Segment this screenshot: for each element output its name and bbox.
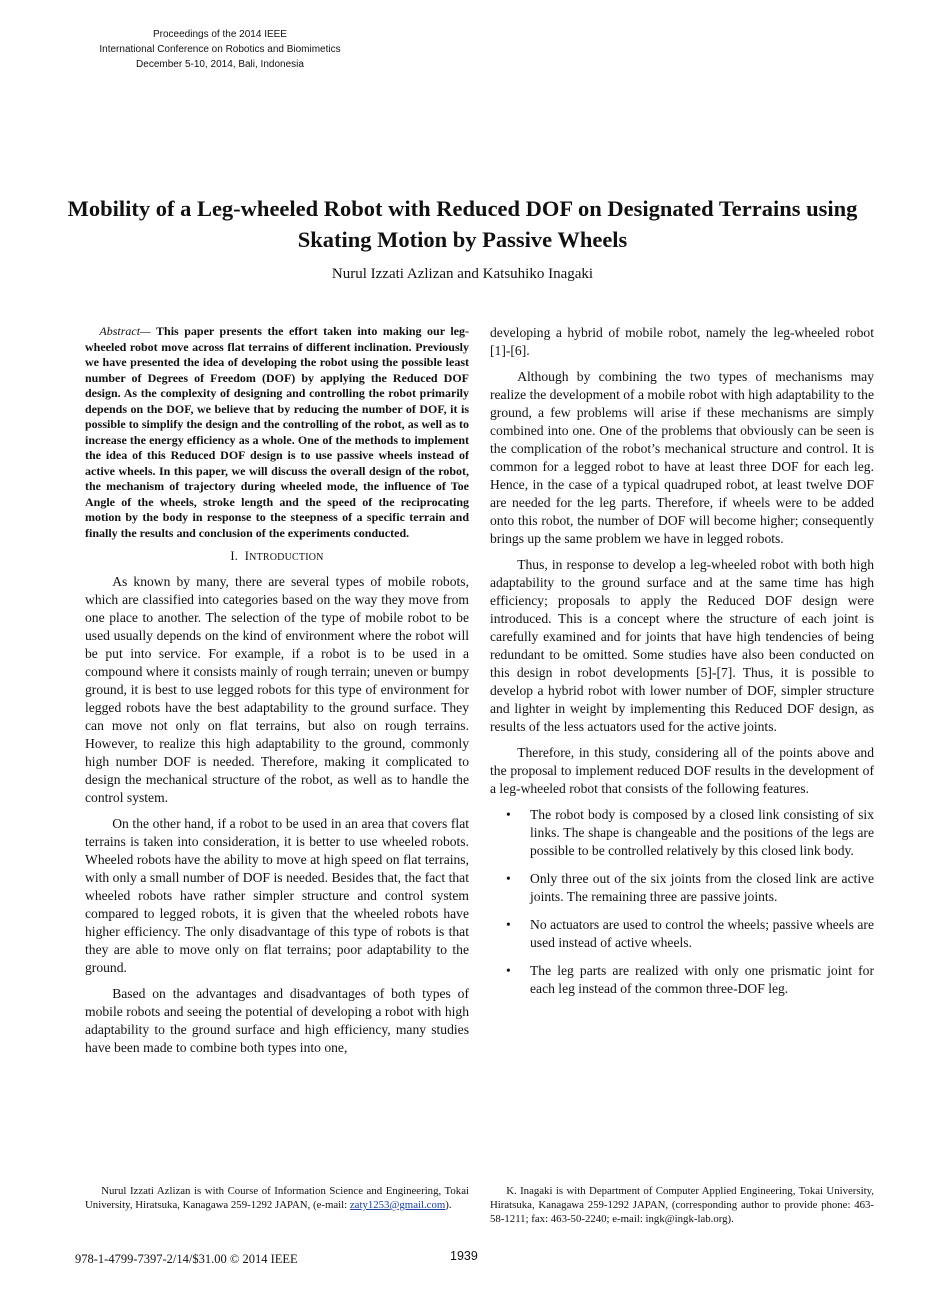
- body-paragraph: developing a hybrid of mobile robot, namely the leg-wheeled robot [1]-[6].: [490, 325, 874, 358]
- body-paragraph: Based on the advantages and disadvantages of both types of mobile robots and seeing the potential of developing a robot with high adaptability to the ground surface and high efficiency, many studies have been made to combine both types into one,: [85, 986, 469, 1055]
- email-link[interactable]: zaty1253@gmail.com: [349, 1199, 446, 1211]
- abstract: [85, 324, 469, 541]
- footnote-author-2: K. Inagaki is with Department of Computer Applied Engineering, Tokai University, Hiratsuka, Kanagawa 259-1292 JAPAN, (corresponding author to provide phone: 463-58-1211; fax: 463-50-2240; e-mail: ingk@ingk-lab.org).: [490, 1185, 874, 1225]
- list-item: [490, 870, 874, 906]
- bullet-icon: •: [506, 917, 511, 932]
- proceedings-line: December 5-10, 2014, Bali, Indonesia: [136, 59, 304, 70]
- abstract-heading: Abstract—: [99, 324, 151, 338]
- section-heading-initial: I: [244, 549, 250, 563]
- body-paragraph: Therefore, in this study, considering all of the points above and the proposal to implement reduced DOF results in the development of a leg-wheeled robot that consists of the following features.: [490, 745, 874, 796]
- page-number: 1939: [450, 1249, 478, 1263]
- list-item-text: No actuators are used to control the wheels; passive wheels are used instead of active wheels.: [530, 917, 874, 950]
- section-heading-rest: NTRODUCTION: [249, 552, 324, 563]
- bullet-icon: •: [506, 963, 511, 978]
- list-item-text: The robot body is composed by a closed link consisting of six links. The shape is changeable and the positions of the legs are possible to be controlled relatively by this closed link body.: [530, 807, 874, 858]
- proceedings-line: Proceedings of the 2014 IEEE: [153, 29, 287, 40]
- bullet-icon: •: [506, 807, 511, 822]
- body-paragraph: On the other hand, if a robot to be used in an area that covers flat terrains is taken into consideration, it is better to use wheeled robots. Wheeled robots have the ability to move at high speed on flat terrains, with only a small number of DOF is needed. Besides that, the fact that wheeled robots have rather simpler structure and control system compared to legged robots, it is given that the wheeled robots have higher efficiency. The only disadvantage of this type of robots is that they are able to move only on flat terrains; poor adaptability to the ground.: [85, 816, 469, 975]
- list-item: [490, 962, 874, 998]
- paper-title: Mobility of a Leg-wheeled Robot with Reduced DOF on Designated Terrains using Skating Motion by Passive Wheels: [67, 196, 858, 252]
- copyright-notice: 978-1-4799-7397-2/14/$31.00 © 2014 IEEE: [75, 1252, 298, 1266]
- left-column: [85, 324, 469, 1065]
- list-item: [490, 916, 874, 952]
- list-item: [490, 806, 874, 860]
- right-column: [490, 324, 874, 1008]
- abstract-body: This paper presents the effort taken into making our leg-wheeled robot move across flat terrains of different inclination. Previously we have presented the idea of developing the robot using the possible least number of Degrees of Freedom (DOF) by applying the Reduced DOF design. As the complexity of designing and controlling the robot primarily depends on the DOF, we believe that by reducing the number of DOF, it is possible to simplify the design and the controlling of the robot, as well as to increase the energy efficiency as a whole. One of the methods to implement the idea of this Reduced DOF design is to use passive wheels instead of active wheels. In this paper, we will discuss the overall design of the robot, the mechanism of trajectory during wheeled mode, the influence of Toe Angle of the wheels, stroke length and the speed of the reciprocating motion by the body in response to the steepness of a specific terrain and finally the results and conclusion of the experiments conducted.: [85, 324, 469, 540]
- footnote-end: ).: [445, 1199, 452, 1211]
- feature-list: [490, 806, 874, 998]
- proceedings-line: International Conference on Robotics and Biomimetics: [99, 44, 341, 55]
- body-paragraph: Thus, in response to develop a leg-wheeled robot with both high adaptability to the ground surface and at the same time has high efficiency; proposals to apply the Reduced DOF design were introduced. This is a concept where the structure of each joint is carefully examined and for joints that have high tendencies of being redundant to be omitted. Some studies have also been conducted on this design in robot developments [5]-[7]. Thus, it is possible to develop a hybrid robot with lower number of DOF, simpler structure and lighter in weight by implementing this Reduced DOF design, as results of the less actuators used for the active joints.: [490, 557, 874, 734]
- bullet-icon: •: [506, 871, 511, 886]
- paper-authors: Nurul Izzati Azlizan and Katsuhiko Inagaki: [331, 266, 594, 282]
- list-item-text: The leg parts are realized with only one prismatic joint for each leg instead of the common three-DOF leg.: [530, 963, 874, 996]
- body-paragraph: As known by many, there are several types of mobile robots, which are classified into categories based on the way they move from one place to another. The selection of the type of mobile robot to be used usually depends on the kind of environment where the robot will be put into service. For example, if a robot is to be used in a compound where it consists mainly of rough terrain; uneven or bumpy ground, it is best to use legged robots for this type of environment for legged robots have the best adaptability to the ground surface. They can move not only on flat terrains, but also on rough terrains. However, to realize this high adaptability to the ground, commonly high number DOF is needed. Therefore, making it complicated to design the mechanical structure of the robot, as well as to handle the control system.: [85, 574, 469, 805]
- footnote-author-1: [85, 1184, 469, 1212]
- section-heading-introduction: [85, 547, 469, 567]
- body-paragraph: Although by combining the two types of mechanisms may realize the development of a mobile robot with high adaptability to the ground, a few problems will arise if these mechanisms are simply combined into one. One of the problems that obviously can be seen is the complication of the robot’s mechanical structure and control. It is common for a legged robot to have at least three DOF for each leg. Hence, in the case of a typical quadruped robot, at least twelve DOF are needed for the leg parts. Therefore, if wheels were to be added onto this robot, the number of DOF will become higher; consequently brings up the same problem we have in legged robots.: [490, 369, 874, 546]
- list-item-text: Only three out of the six joints from the closed link are active joints. The remaining three are passive joints.: [530, 871, 874, 904]
- section-numeral: I.: [230, 549, 239, 563]
- footnote-text: Nurul Izzati Azlizan is with Course of Information Science and Engineering, Tokai University, Hiratsuka, Kanagawa 259-1292 JAPAN, (e-mail:: [85, 1185, 469, 1211]
- proceedings-header: [60, 27, 380, 72]
